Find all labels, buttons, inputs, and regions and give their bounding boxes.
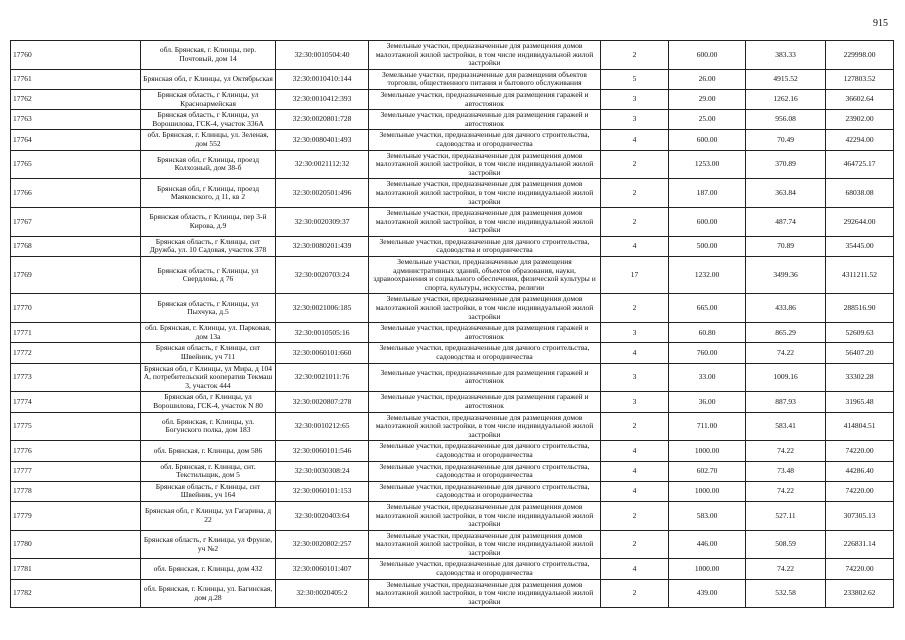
address-cell: Брянская область, г Клинцы, ул Пыхчука, д.5 [141,294,276,323]
land-use-purpose-cell: Земельные участки, предназначенные для размещения домов малоэтажной жилой застройки, в том числе индивидуальной жилой застройки [369,179,601,208]
land-use-purpose-cell: Земельные участки, предназначенные для размещения гаражей и автостоянок [369,89,601,109]
address-cell: Брянская область, г Клинцы, снт Дружба, ул. 10 Садовая, участок 378 [141,236,276,256]
specific-value-cell: 1009.16 [746,363,826,392]
area-cell: 29.00 [669,89,746,109]
specific-value-cell: 3499.36 [746,257,826,294]
table-row [11,89,894,109]
area-cell: 665.00 [669,294,746,323]
cadastral-value-cell: 52609.63 [826,323,894,343]
land-use-purpose-cell: Земельные участки, предназначенные для дачного строительства, садоводства и огородничества [369,559,601,579]
row-number: 17765 [11,150,141,179]
area-cell: 439.00 [669,579,746,608]
land-use-purpose-cell: Земельные участки, предназначенные для дачного строительства, садоводства и огородничества [369,343,601,363]
specific-value-cell: 527.11 [746,501,826,530]
area-cell: 600.00 [669,41,746,70]
land-use-purpose-cell: Земельные участки, предназначенные для дачного строительства, садоводства и огородничества [369,481,601,501]
group-code-cell: 4 [601,441,669,461]
area-cell: 1000.00 [669,559,746,579]
table-row [11,41,894,70]
group-code-cell: 2 [601,501,669,530]
cadastral-number-cell: 32:30:0020703:24 [276,257,369,294]
group-code-cell: 2 [601,41,669,70]
table-row [11,179,894,208]
specific-value-cell: 487.74 [746,208,826,237]
land-use-purpose-cell: Земельные участки, предназначенные для дачного строительства, садоводства и огородничества [369,130,601,150]
row-number: 17763 [11,110,141,130]
table-row [11,530,894,559]
area-cell: 25.00 [669,110,746,130]
cadastral-value-cell: 44286.40 [826,461,894,481]
group-code-cell: 4 [601,130,669,150]
area-cell: 187.00 [669,179,746,208]
land-use-purpose-cell: Земельные участки, предназначенные для размещения гаражей и автостоянок [369,392,601,412]
address-cell: Брянская обл, г Клинцы, проезд Маяковского, д 11, кв 2 [141,179,276,208]
cadastral-value-cell: 23902.00 [826,110,894,130]
land-use-purpose-cell: Земельные участки, предназначенные для дачного строительства, садоводства и огородничества [369,236,601,256]
cadastral-number-cell: 32:30:0010212:65 [276,412,369,441]
address-cell: обл. Брянская, г. Клинцы, снт. Текстильщик, дом 5 [141,461,276,481]
specific-value-cell: 583.41 [746,412,826,441]
group-code-cell: 4 [601,236,669,256]
cadastral-value-cell: 35445.00 [826,236,894,256]
cadastral-number-cell: 32:30:0020807:278 [276,392,369,412]
specific-value-cell: 370.89 [746,150,826,179]
group-code-cell: 2 [601,294,669,323]
row-number: 17781 [11,559,141,579]
cadastral-value-cell: 288516.90 [826,294,894,323]
address-cell: Брянская обл, г Клинцы, ул Гагарина, д 22 [141,501,276,530]
group-code-cell: 4 [601,343,669,363]
row-number: 17769 [11,257,141,294]
land-register-table [10,40,894,608]
area-cell: 500.00 [669,236,746,256]
land-use-purpose-cell: Земельные участки, предназначенные для размещения домов малоэтажной жилой застройки, в том числе индивидуальной жилой застройки [369,501,601,530]
row-number: 17782 [11,579,141,608]
cadastral-number-cell: 32:30:0010505:16 [276,323,369,343]
cadastral-number-cell: 32:30:0080201:439 [276,236,369,256]
cadastral-value-cell: 229998.00 [826,41,894,70]
address-cell: Брянская область, г Клинцы, ул Ворошилова, ГСК-4, участок 336А [141,110,276,130]
table-row [11,343,894,363]
table-row [11,257,894,294]
address-cell: обл. Брянская, г. Клинцы, дом 432 [141,559,276,579]
group-code-cell: 2 [601,412,669,441]
address-cell: Брянская область, г Клинцы, пер 3-й Кирова, д.9 [141,208,276,237]
address-cell: Брянская область, г Клинцы, ул Фрунзе, уч №2 [141,530,276,559]
table-row [11,236,894,256]
cadastral-number-cell: 32:30:0020405:2 [276,579,369,608]
specific-value-cell: 865.29 [746,323,826,343]
cadastral-number-cell: 32:30:0060101:546 [276,441,369,461]
land-use-purpose-cell: Земельные участки, предназначенные для размещения домов малоэтажной жилой застройки, в том числе индивидуальной жилой застройки [369,150,601,179]
table-row [11,579,894,608]
land-use-purpose-cell: Земельные участки, предназначенные для размещения домов малоэтажной жилой застройки, в том числе индивидуальной жилой застройки [369,579,601,608]
cadastral-number-cell: 32:30:0010410:144 [276,69,369,89]
row-number: 17777 [11,461,141,481]
row-number: 17780 [11,530,141,559]
address-cell: Брянская обл, г Клинцы, ул Ворошилова, ГСК-4, участок N 80 [141,392,276,412]
specific-value-cell: 363.84 [746,179,826,208]
specific-value-cell: 433.86 [746,294,826,323]
cadastral-value-cell: 42294.00 [826,130,894,150]
table-row [11,461,894,481]
cadastral-number-cell: 32:30:0020802:257 [276,530,369,559]
group-code-cell: 3 [601,392,669,412]
cadastral-number-cell: 32:30:0060101:660 [276,343,369,363]
cadastral-value-cell: 74220.00 [826,441,894,461]
row-number: 17778 [11,481,141,501]
area-cell: 33.00 [669,363,746,392]
specific-value-cell: 508.59 [746,530,826,559]
area-cell: 60.80 [669,323,746,343]
group-code-cell: 3 [601,363,669,392]
row-number: 17764 [11,130,141,150]
address-cell: обл. Брянская, г. Клинцы, ул. Зеленая, дом 552 [141,130,276,150]
group-code-cell: 2 [601,530,669,559]
specific-value-cell: 70.49 [746,130,826,150]
area-cell: 1253.00 [669,150,746,179]
group-code-cell: 3 [601,110,669,130]
specific-value-cell: 4915.52 [746,69,826,89]
land-use-purpose-cell: Земельные участки, предназначенные для размещения домов малоэтажной жилой застройки, в том числе индивидуальной жилой застройки [369,412,601,441]
specific-value-cell: 1262.16 [746,89,826,109]
table-row [11,150,894,179]
cadastral-number-cell: 32:30:0020309:37 [276,208,369,237]
row-number: 17767 [11,208,141,237]
row-number: 17768 [11,236,141,256]
area-cell: 1000.00 [669,441,746,461]
table-row [11,559,894,579]
area-cell: 600.00 [669,208,746,237]
table-row [11,323,894,343]
address-cell: Брянская область, г Клинцы, ул Красноармейская [141,89,276,109]
cadastral-value-cell: 4311211.52 [826,257,894,294]
cadastral-value-cell: 74220.00 [826,481,894,501]
area-cell: 26.00 [669,69,746,89]
area-cell: 583.00 [669,501,746,530]
address-cell: Брянская область, г Клинцы, снт Швейник, уч 164 [141,481,276,501]
group-code-cell: 2 [601,208,669,237]
group-code-cell: 3 [601,89,669,109]
table-row [11,294,894,323]
specific-value-cell: 73.48 [746,461,826,481]
group-code-cell: 4 [601,559,669,579]
land-use-purpose-cell: Земельные участки, предназначенные для размещения административных зданий, объектов образования, науки, здравоохранения и социального обеспечения, физической культуры и спорта, культуры, искусства, религии [369,257,601,294]
cadastral-value-cell: 74220.00 [826,559,894,579]
specific-value-cell: 383.33 [746,41,826,70]
register-body [11,41,894,608]
table-row [11,208,894,237]
area-cell: 1000.00 [669,481,746,501]
address-cell: обл. Брянская, г. Клинцы, дом 586 [141,441,276,461]
table-row [11,501,894,530]
address-cell: обл. Брянская, г. Клинцы, ул. Багинская, дом д.28 [141,579,276,608]
cadastral-value-cell: 292644.00 [826,208,894,237]
row-number: 17772 [11,343,141,363]
row-number: 17774 [11,392,141,412]
table-row [11,481,894,501]
table-row [11,363,894,392]
cadastral-number-cell: 32:30:0021006:185 [276,294,369,323]
specific-value-cell: 887.93 [746,392,826,412]
address-cell: Брянская обл, г Клинцы, проезд Колхозный, дом 38-б [141,150,276,179]
address-cell: Брянская обл, г Клинцы, ул Мира, д 104 А, потребительский кооператив Текмаш 3, участок 444 [141,363,276,392]
cadastral-number-cell: 32:30:0080401:493 [276,130,369,150]
group-code-cell: 17 [601,257,669,294]
row-number: 17773 [11,363,141,392]
table-row [11,441,894,461]
land-use-purpose-cell: Земельные участки, предназначенные для дачного строительства, садоводства и огородничества [369,461,601,481]
page-number: 915 [873,18,888,29]
row-number: 17766 [11,179,141,208]
cadastral-number-cell: 32:30:0020501:496 [276,179,369,208]
land-use-purpose-cell: Земельные участки, предназначенные для размещения гаражей и автостоянок [369,363,601,392]
row-number: 17776 [11,441,141,461]
cadastral-value-cell: 68038.08 [826,179,894,208]
address-cell: Брянская область, г Клинцы, снт Швейник, уч 711 [141,343,276,363]
cadastral-number-cell: 32:30:0010504:40 [276,41,369,70]
address-cell: обл. Брянская, г. Клинцы, пер. Почтовый, дом 14 [141,41,276,70]
group-code-cell: 2 [601,179,669,208]
row-number: 17761 [11,69,141,89]
address-cell: обл. Брянская, г. Клинцы, ул. Богунского полка, дом 183 [141,412,276,441]
specific-value-cell: 532.58 [746,579,826,608]
address-cell: обл. Брянская, г. Клинцы, ул. Парковая, дом 13а [141,323,276,343]
group-code-cell: 4 [601,481,669,501]
specific-value-cell: 74.22 [746,559,826,579]
row-number: 17770 [11,294,141,323]
cadastral-value-cell: 56407.20 [826,343,894,363]
cadastral-value-cell: 127803.52 [826,69,894,89]
address-cell: Брянская обл, г Клинцы, ул Октябрьская [141,69,276,89]
land-use-purpose-cell: Земельные участки, предназначенные для размещения объектов торговли, общественного питания и бытового обслуживания [369,69,601,89]
land-use-purpose-cell: Земельные участки, предназначенные для размещения домов малоэтажной жилой застройки, в том числе индивидуальной жилой застройки [369,294,601,323]
cadastral-number-cell: 32:30:0021112:32 [276,150,369,179]
row-number: 17762 [11,89,141,109]
cadastral-value-cell: 464725.17 [826,150,894,179]
specific-value-cell: 956.08 [746,110,826,130]
specific-value-cell: 74.22 [746,481,826,501]
group-code-cell: 4 [601,461,669,481]
row-number: 17760 [11,41,141,70]
specific-value-cell: 74.22 [746,343,826,363]
land-use-purpose-cell: Земельные участки, предназначенные для размещения домов малоэтажной жилой застройки, в том числе индивидуальной жилой застройки [369,208,601,237]
cadastral-value-cell: 31965.48 [826,392,894,412]
cadastral-value-cell: 414804.51 [826,412,894,441]
specific-value-cell: 74.22 [746,441,826,461]
cadastral-value-cell: 226831.14 [826,530,894,559]
cadastral-number-cell: 32:30:0020403:64 [276,501,369,530]
cadastral-value-cell: 33302.28 [826,363,894,392]
cadastral-value-cell: 36602.64 [826,89,894,109]
land-use-purpose-cell: Земельные участки, предназначенные для дачного строительства, садоводства и огородничества [369,441,601,461]
table-row [11,392,894,412]
area-cell: 602.70 [669,461,746,481]
area-cell: 1232.00 [669,257,746,294]
area-cell: 711.00 [669,412,746,441]
cadastral-value-cell: 233802.62 [826,579,894,608]
table-row [11,110,894,130]
table-row [11,130,894,150]
group-code-cell: 5 [601,69,669,89]
cadastral-number-cell: 32:30:0020801:728 [276,110,369,130]
row-number: 17775 [11,412,141,441]
land-use-purpose-cell: Земельные участки, предназначенные для размещения гаражей и автостоянок [369,323,601,343]
group-code-cell: 3 [601,323,669,343]
row-number: 17771 [11,323,141,343]
cadastral-number-cell: 32:30:0060101:153 [276,481,369,501]
table-row [11,412,894,441]
cadastral-number-cell: 32:30:0060101:407 [276,559,369,579]
cadastral-number-cell: 32:30:0021011:76 [276,363,369,392]
area-cell: 760.00 [669,343,746,363]
area-cell: 600.00 [669,130,746,150]
cadastral-number-cell: 32:30:0010412:393 [276,89,369,109]
land-use-purpose-cell: Земельные участки, предназначенные для размещения домов малоэтажной жилой застройки, в том числе индивидуальной жилой застройки [369,41,601,70]
cadastral-number-cell: 32:30:0030308:24 [276,461,369,481]
area-cell: 36.00 [669,392,746,412]
land-use-purpose-cell: Земельные участки, предназначенные для размещения гаражей и автостоянок [369,110,601,130]
group-code-cell: 2 [601,579,669,608]
address-cell: Брянская область, г Клинцы, ул Свердлова, д 76 [141,257,276,294]
area-cell: 446.00 [669,530,746,559]
land-use-purpose-cell: Земельные участки, предназначенные для размещения домов малоэтажной жилой застройки, в том числе индивидуальной жилой застройки [369,530,601,559]
table-row [11,69,894,89]
cadastral-value-cell: 307305.13 [826,501,894,530]
specific-value-cell: 70.89 [746,236,826,256]
row-number: 17779 [11,501,141,530]
group-code-cell: 2 [601,150,669,179]
